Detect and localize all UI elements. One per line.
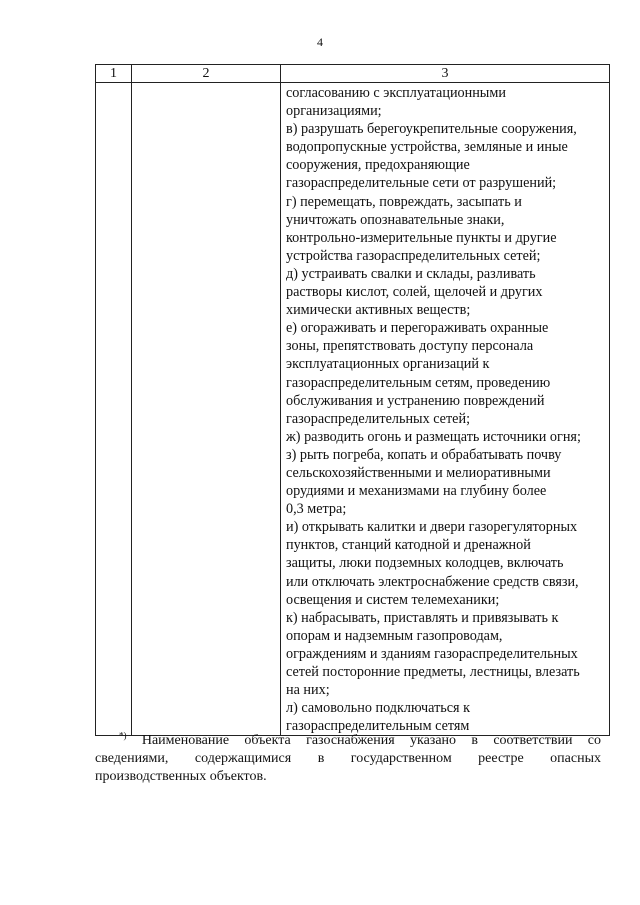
text-line: д) устраивать свалки и склады, разливать: [286, 265, 536, 282]
text-line: организациями;: [286, 103, 382, 120]
text-line: растворы кислот, солей, щелочей и других: [286, 284, 543, 301]
text-line: газораспределительным сетям, проведению: [286, 374, 551, 391]
text-line: уничтожать опознавательные знаки,: [286, 211, 505, 228]
footnote-mark: *): [119, 730, 127, 741]
text-line: орудиями и механизмами на глубину более: [286, 483, 547, 500]
text-line: эксплуатационных организаций к: [286, 356, 490, 373]
text-line: г) перемещать, повреждать, засыпать и: [286, 193, 522, 210]
text-line: е) огораживать и перегораживать охранные: [286, 320, 549, 337]
text-line: пунктов, станций катодной и дренажной: [286, 537, 531, 554]
text-line: л) самовольно подключаться к: [286, 700, 471, 717]
text-line: сооружения, предохраняющие: [286, 157, 470, 174]
text-line: газораспределительным сетям: [286, 718, 470, 735]
text-line: к) набрасывать, приставлять и привязывать к: [286, 609, 559, 626]
table-row: [96, 83, 610, 736]
footnote-text: Наименование объекта газоснабжения указано в соответствии со: [141, 733, 601, 748]
text-line: на них;: [286, 682, 330, 699]
text-line: газораспределительные сети от разрушений;: [286, 175, 557, 192]
footnote-line: [95, 732, 601, 750]
text-line: защиты, люки подземных колодцев, включать: [286, 555, 564, 572]
text-line: опорам и надземным газопроводам,: [286, 627, 503, 644]
text-line: водопропускные устройства, земляные и иные: [286, 139, 568, 156]
footnote-line: производственных объектов.: [95, 769, 267, 784]
table-cell-col3: [281, 83, 610, 736]
text-line: устройства газораспределительных сетей;: [286, 247, 541, 264]
table-cell-col1: [96, 83, 132, 736]
text-line: сельскохозяйственными и мелиоративными: [286, 464, 551, 481]
requirements-table: [95, 64, 610, 736]
text-line: ограждениям и зданиям газораспределительных: [286, 645, 578, 662]
text-line: согласованию с эксплуатационными: [286, 85, 506, 101]
column-header-1: 1: [96, 65, 132, 83]
text-line: ж) разводить огонь и размещать источники огня;: [286, 428, 581, 445]
column-header-2: 2: [132, 65, 281, 83]
footnote-line: сведениями, содержащимися в государственном реестре опасных: [95, 751, 601, 766]
text-line: химически активных веществ;: [286, 302, 471, 319]
footnote: [95, 732, 601, 786]
table-header-row: [96, 65, 610, 83]
column-header-3: 3: [281, 65, 610, 83]
page-number: 4: [317, 35, 323, 49]
text-line: обслуживания и устранению повреждений: [286, 392, 545, 409]
text-line: з) рыть погреба, копать и обрабатывать почву: [286, 446, 562, 463]
text-line: в) разрушать берегоукрепительные сооружения,: [286, 121, 577, 138]
text-line: сетей посторонние предметы, лестницы, влезать: [286, 664, 580, 680]
text-line: газораспределительных сетей;: [286, 410, 471, 427]
table-cell-col2: [132, 83, 281, 736]
text-line: контрольно-измерительные пункты и другие: [286, 229, 557, 246]
text-line: освещения и систем телемеханики;: [286, 591, 500, 608]
text-line: 0,3 метра;: [286, 501, 347, 518]
text-line: или отключать электроснабжение средств связи,: [286, 573, 579, 590]
text-line: зоны, препятствовать доступу персонала: [286, 338, 534, 355]
text-line: и) открывать калитки и двери газорегуляторных: [286, 519, 578, 536]
